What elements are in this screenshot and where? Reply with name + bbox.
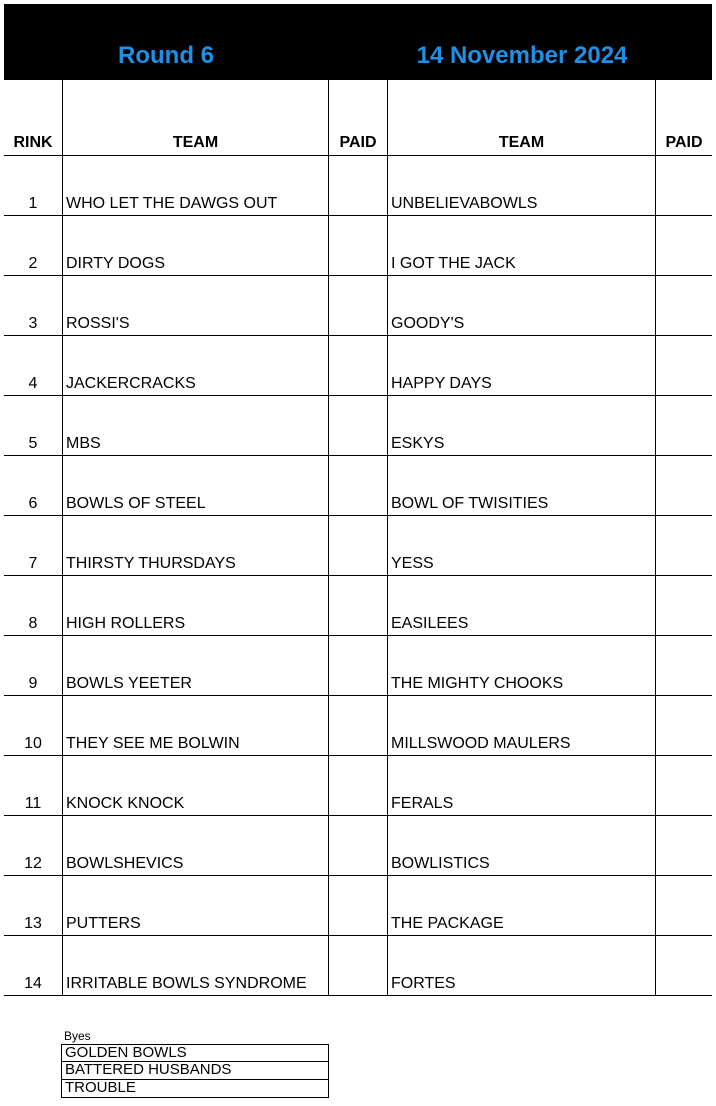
table-row [4, 936, 712, 996]
team2-cell [387, 636, 655, 695]
paid1-header: PAID [339, 134, 377, 151]
table-row [4, 396, 712, 456]
rink-cell [4, 576, 62, 635]
rink-cell [4, 396, 62, 455]
paid2-cell [655, 276, 712, 335]
paid1-cell [328, 276, 387, 335]
rink-cell [4, 816, 62, 875]
rink-number: 8 [28, 615, 38, 632]
paid2-cell [655, 696, 712, 755]
paid2-cell [655, 636, 712, 695]
team1-name: THEY SEE ME BOLWIN [66, 735, 240, 752]
team2-header: TEAM [498, 134, 545, 151]
rink-number: 7 [28, 555, 38, 572]
team2-name: UNBELIEVABOWLS [391, 195, 538, 212]
rink-cell [4, 516, 62, 575]
paid1-cell [328, 396, 387, 455]
rink-cell [4, 276, 62, 335]
round-title: Round 6 [118, 42, 214, 69]
byes-label: Byes [64, 1029, 91, 1043]
team2-header-cell [387, 80, 655, 155]
rink-cell [4, 876, 62, 935]
rink-number: 14 [24, 975, 42, 992]
paid1-cell [328, 936, 387, 995]
table-row [4, 336, 712, 396]
rink-number: 6 [28, 495, 38, 512]
team2-cell [387, 456, 655, 515]
team1-cell [62, 876, 328, 935]
paid1-cell [328, 636, 387, 695]
team1-header-cell [62, 80, 328, 155]
rink-number: 11 [24, 795, 42, 812]
paid2-header: PAID [665, 134, 703, 151]
team2-cell [387, 396, 655, 455]
paid2-cell [655, 816, 712, 875]
table-body [4, 156, 712, 996]
table-row [4, 816, 712, 876]
paid1-cell [328, 516, 387, 575]
rink-number: 10 [24, 735, 42, 752]
rink-number: 9 [28, 675, 38, 692]
team2-name: FERALS [391, 795, 454, 812]
team1-cell [62, 816, 328, 875]
team1-name: ROSSI'S [66, 315, 130, 332]
team2-name: FORTES [391, 975, 456, 992]
rink-cell [4, 636, 62, 695]
team2-cell [387, 816, 655, 875]
team1-name: WHO LET THE DAWGS OUT [66, 195, 278, 212]
team1-cell [62, 276, 328, 335]
paid1-cell [328, 816, 387, 875]
team1-name: DIRTY DOGS [66, 255, 165, 272]
team2-cell [387, 576, 655, 635]
table-row [4, 876, 712, 936]
team1-name: IRRITABLE BOWLS SYNDROME [66, 975, 307, 992]
team1-name: KNOCK KNOCK [66, 795, 185, 812]
team2-name: BOWL OF TWISITIES [391, 495, 549, 512]
table-row [4, 516, 712, 576]
rink-number: 2 [28, 255, 38, 272]
rink-cell [4, 456, 62, 515]
team2-cell [387, 696, 655, 755]
team1-header: TEAM [172, 134, 219, 151]
bye-team: TROUBLE [61, 1080, 329, 1098]
paid2-cell [655, 756, 712, 815]
team2-name: I GOT THE JACK [391, 255, 516, 272]
draw-table [4, 80, 712, 996]
team2-cell [387, 876, 655, 935]
paid2-cell [655, 336, 712, 395]
paid2-cell [655, 876, 712, 935]
team1-cell [62, 696, 328, 755]
team1-name: MBS [66, 435, 101, 452]
paid1-cell [328, 216, 387, 275]
rink-cell [4, 756, 62, 815]
team1-name: THIRSTY THURSDAYS [66, 555, 236, 572]
team2-name: EASILEES [391, 615, 469, 632]
team1-cell [62, 336, 328, 395]
team2-name: BOWLISTICS [391, 855, 490, 872]
table-row [4, 456, 712, 516]
team2-name: YESS [391, 555, 434, 572]
rink-header-cell [4, 80, 62, 155]
team2-cell [387, 156, 655, 215]
byes-table [61, 1044, 329, 1098]
table-row [4, 156, 712, 216]
paid2-cell [655, 396, 712, 455]
team1-cell [62, 216, 328, 275]
team1-cell [62, 756, 328, 815]
table-row [4, 576, 712, 636]
rink-number: 4 [28, 375, 38, 392]
rink-cell [4, 696, 62, 755]
team1-name: PUTTERS [66, 915, 141, 932]
paid2-cell [655, 576, 712, 635]
team2-cell [387, 756, 655, 815]
team2-name: MILLSWOOD MAULERS [391, 735, 571, 752]
team2-cell [387, 276, 655, 335]
date-title: 14 November 2024 [416, 42, 628, 69]
paid1-cell [328, 456, 387, 515]
team2-cell [387, 216, 655, 275]
team1-cell [62, 456, 328, 515]
team2-name: THE PACKAGE [391, 915, 504, 932]
team1-cell [62, 516, 328, 575]
paid1-cell [328, 156, 387, 215]
paid2-cell [655, 936, 712, 995]
team2-cell [387, 936, 655, 995]
team2-name: HAPPY DAYS [391, 375, 492, 392]
team1-cell [62, 636, 328, 695]
team2-name: THE MIGHTY CHOOKS [391, 675, 564, 692]
rink-number: 1 [28, 195, 38, 212]
table-row [4, 696, 712, 756]
team1-cell [62, 936, 328, 995]
table-row [4, 276, 712, 336]
paid2-cell [655, 456, 712, 515]
team1-cell [62, 576, 328, 635]
team1-name: BOWLS OF STEEL [66, 495, 206, 512]
team1-name: BOWLS YEETER [66, 675, 192, 692]
table-row [4, 636, 712, 696]
team1-name: BOWLSHEVICS [66, 855, 184, 872]
bye-team: BATTERED HUSBANDS [61, 1062, 329, 1080]
rink-header: RINK [13, 134, 53, 151]
paid2-cell [655, 516, 712, 575]
rink-cell [4, 156, 62, 215]
rink-number: 13 [24, 915, 42, 932]
table-row [4, 216, 712, 276]
team1-name: JACKERCRACKS [66, 375, 196, 392]
bye-team: GOLDEN BOWLS [61, 1044, 329, 1062]
paid2-cell [655, 156, 712, 215]
paid1-header-cell [328, 80, 387, 155]
rink-cell [4, 336, 62, 395]
team1-cell [62, 156, 328, 215]
paid2-cell [655, 216, 712, 275]
team1-cell [62, 396, 328, 455]
rink-number: 12 [24, 855, 42, 872]
team1-name: HIGH ROLLERS [66, 615, 186, 632]
rink-cell [4, 216, 62, 275]
table-header-row [4, 80, 712, 156]
team2-name: GOODY'S [391, 315, 465, 332]
paid1-cell [328, 696, 387, 755]
team2-name: ESKYS [391, 435, 445, 452]
paid1-cell [328, 876, 387, 935]
table-row [4, 756, 712, 816]
paid1-cell [328, 756, 387, 815]
paid1-cell [328, 336, 387, 395]
rink-number: 3 [28, 315, 38, 332]
rink-number: 5 [28, 435, 38, 452]
paid1-cell [328, 576, 387, 635]
team2-cell [387, 516, 655, 575]
team2-cell [387, 336, 655, 395]
rink-cell [4, 936, 62, 995]
paid2-header-cell [655, 80, 712, 155]
